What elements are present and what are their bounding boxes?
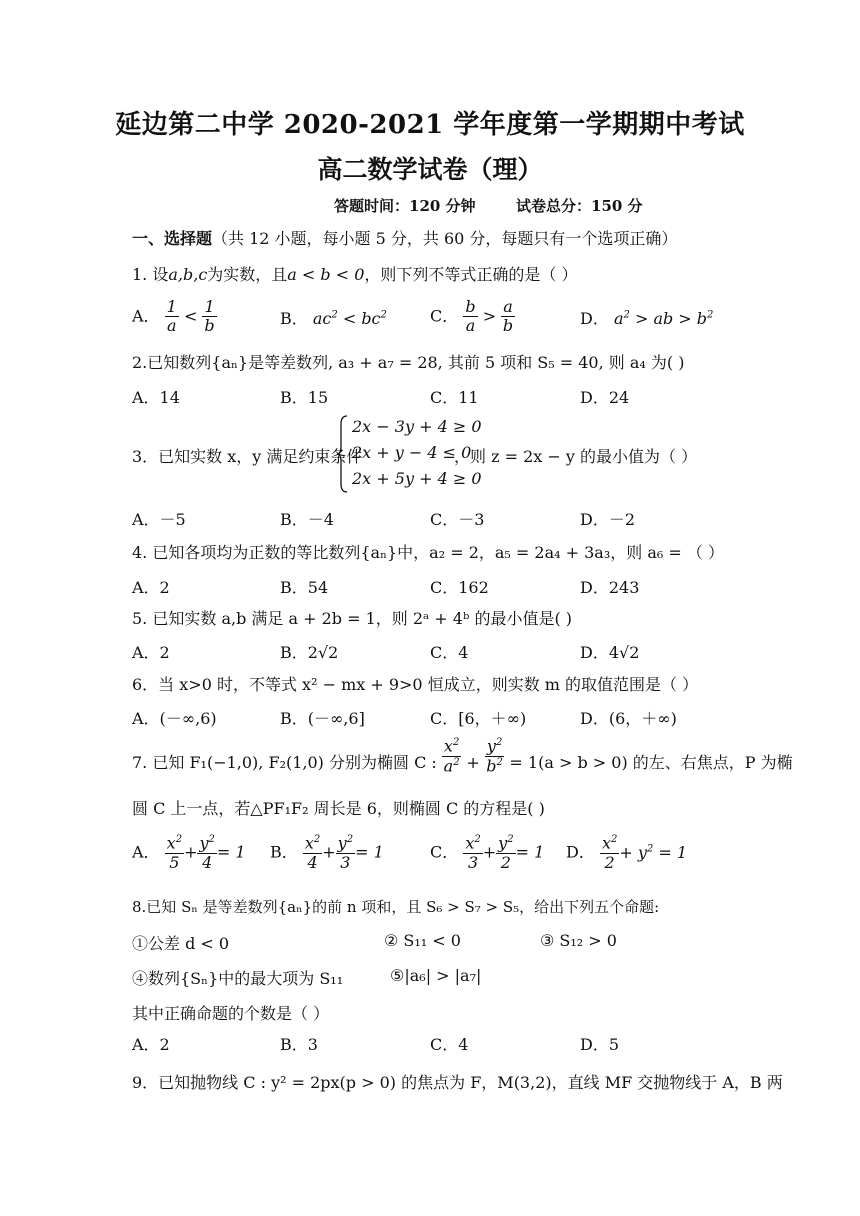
q2-option-d: D．24 bbox=[580, 388, 630, 407]
q1-option-a: A． $\frac{1}{a}$ < $\frac{1}{b}$ bbox=[132, 297, 215, 336]
exam-score: 试卷总分：150 分 bbox=[516, 197, 643, 215]
q8-proposition-2: ② S₁₁ < 0 bbox=[384, 931, 461, 950]
q8-proposition-1: ①公差 d < 0 bbox=[132, 934, 230, 953]
q4-option-c: C．162 bbox=[430, 578, 489, 597]
question-1: 1. 设a,b,c为实数，且a < b < 0，则下列不等式正确的是（ ） bbox=[132, 265, 578, 284]
question-4: 4. 已知各项均为正数的等比数列{aₙ}中，a₂ = 2，a₅ = 2a₄ + 3a₃，则 a₆ = （ ） bbox=[132, 543, 724, 562]
q2-option-b: B．15 bbox=[280, 388, 329, 407]
q8-option-d: D．5 bbox=[580, 1035, 620, 1054]
q1-option-c: C． $\frac{b}{a}$ > $\frac{a}{b}$ bbox=[430, 297, 514, 336]
q1-option-b: B． $ac^2 < bc^2$ bbox=[280, 309, 387, 328]
q5-option-c: C．4 bbox=[430, 643, 469, 662]
section-note: （共 12 小题，每小题 5 分，共 60 分，每题只有一个选项正确） bbox=[212, 229, 678, 248]
section-heading bbox=[132, 226, 677, 249]
q6-option-a: A．(－∞,6) bbox=[132, 709, 217, 728]
q4-option-d: D．243 bbox=[580, 578, 640, 597]
q5-option-a: A．2 bbox=[132, 643, 170, 662]
section-title: 一、选择题 bbox=[132, 229, 213, 248]
q6-option-c: C．[6，＋∞) bbox=[430, 709, 527, 728]
question-3-lead: 3．已知实数 x，y 满足约束条件 bbox=[132, 447, 363, 466]
q8-option-c: C．4 bbox=[430, 1035, 469, 1054]
question-5: 5. 已知实数 a,b 满足 a + 2b = 1，则 2ᵃ + 4ᵇ 的最小值是( ) bbox=[132, 609, 573, 628]
q8-option-a: A．2 bbox=[132, 1035, 170, 1054]
question-3-tail: ，则 z = 2x − y 的最小值为（ ） bbox=[454, 447, 698, 466]
q5-option-b: B．2√2 bbox=[280, 643, 339, 662]
q3-option-d: D．－2 bbox=[580, 510, 636, 529]
q2-option-c: C．11 bbox=[430, 388, 479, 407]
q7-option-d: D． $\frac{x^2}{2}$ + $y^2 = 1$ bbox=[566, 833, 688, 872]
question-7: 7. 已知 F₁(−1,0), F₂(1,0) 分别为椭圆 C : $\frac{x^2}{a^2}$ + $\frac{y^2}{b^2}$ = 1(a > b > 0) 的左、右焦点，P 为椭 bbox=[132, 736, 793, 776]
q6-option-d: D．(6，＋∞) bbox=[580, 709, 677, 728]
q7-option-b: B． $\frac{x^2}{4}$ + $\frac{y^2}{3}$ = 1 bbox=[270, 833, 384, 872]
q1-option-d: D． $a^2$ > ab > $b^2$ bbox=[580, 309, 714, 328]
question-8: 8.已知 Sₙ 是等差数列{aₙ}的前 n 项和，且 S₆ > S₇ > S₅，给出下列五个命题: bbox=[132, 898, 660, 916]
q2-option-a: A．14 bbox=[132, 388, 180, 407]
q8-proposition-4: ④数列{Sₙ}中的最大项为 S₁₁ bbox=[132, 969, 344, 988]
q3-option-c: C．－3 bbox=[430, 510, 485, 529]
question-6: 6．当 x>0 时，不等式 x² − mx + 9>0 恒成立，则实数 m 的取值范围是（ ） bbox=[132, 675, 699, 694]
q3-option-a: A．－5 bbox=[132, 510, 186, 529]
exam-title: 延边第二中学 2020-2021 学年度第一学期期中考试 bbox=[115, 110, 745, 140]
q8-proposition-5: ⑤|a₆| > |a₇| bbox=[390, 966, 482, 985]
question-2: 2.已知数列{aₙ}是等差数列, a₃ + a₇ = 28, 其前 5 项和 S₅ = 40, 则 a₄ 为( ) bbox=[132, 353, 685, 372]
q5-option-d: D．4√2 bbox=[580, 643, 640, 662]
constraint-2: 2x + y − 4 ≤ 0 bbox=[352, 443, 472, 462]
q6-option-b: B．(－∞,6] bbox=[280, 709, 365, 728]
q3-option-b: B．－4 bbox=[280, 510, 334, 529]
q4-option-b: B．54 bbox=[280, 578, 329, 597]
q4-option-a: A．2 bbox=[132, 578, 170, 597]
constraint-1: 2x − 3y + 4 ≥ 0 bbox=[352, 417, 482, 436]
q8-option-b: B．3 bbox=[280, 1035, 318, 1054]
q8-proposition-3: ③ S₁₂ > 0 bbox=[540, 931, 617, 950]
exam-subtitle: 高二数学试卷（理） bbox=[317, 155, 543, 184]
exam-time: 答题时间：120 分钟 bbox=[334, 197, 476, 215]
q7-option-c: C． $\frac{x^2}{3}$ + $\frac{y^2}{2}$ = 1 bbox=[430, 833, 545, 872]
q7-option-a: A． $\frac{x^2}{5}$ + $\frac{y^2}{4}$ = 1 bbox=[132, 833, 246, 872]
question-7-line2: 圆 C 上一点，若△PF₁F₂ 周长是 6，则椭圆 C 的方程是( ) bbox=[132, 799, 545, 818]
constraint-3: 2x + 5y + 4 ≥ 0 bbox=[352, 469, 482, 488]
question-8-ask: 其中正确命题的个数是（ ） bbox=[132, 1004, 330, 1023]
question-9: 9．已知抛物线 C : y² = 2px(p > 0) 的焦点为 F，M(3,2)，直线 MF 交抛物线于 A，B 两 bbox=[132, 1073, 783, 1092]
